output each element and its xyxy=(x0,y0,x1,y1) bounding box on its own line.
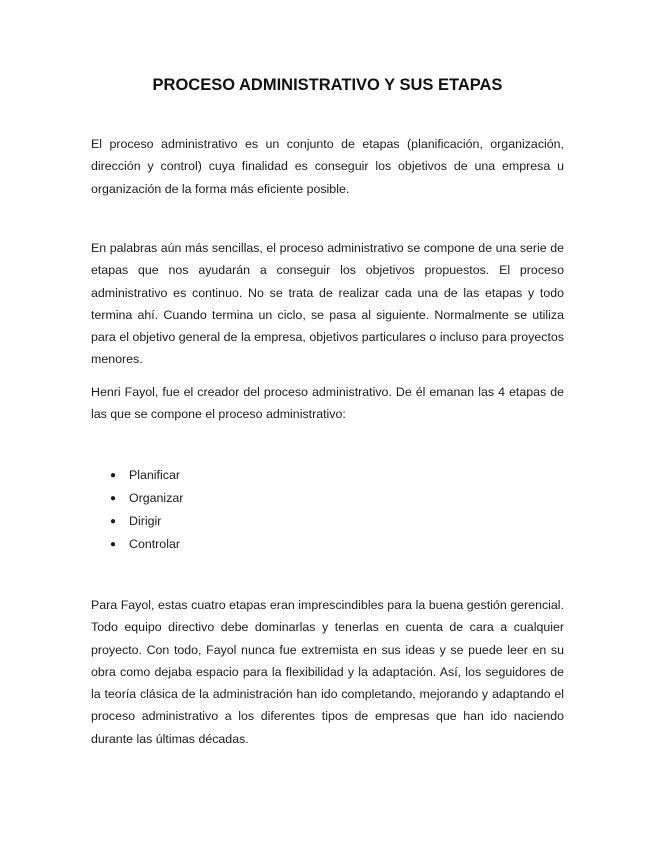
step-label: Planificar xyxy=(129,468,180,482)
bullet-icon: ● xyxy=(110,493,117,504)
step-label: Organizar xyxy=(129,491,184,505)
step-label: Controlar xyxy=(129,537,180,551)
paragraph-fayol-intro: Henri Fayol, fue el creador del proceso administrativo. De él emanan las 4 etapas de las que se compone el proceso administrativo: xyxy=(91,385,564,422)
list-item xyxy=(110,487,183,510)
list-item xyxy=(110,533,183,556)
list-item xyxy=(110,464,183,487)
steps-list xyxy=(110,464,183,556)
list-item xyxy=(110,510,183,533)
step-label: Dirigir xyxy=(129,514,162,528)
bullet-icon: ● xyxy=(110,470,117,481)
paragraph-definition: El proceso administrativo es un conjunto de etapas (planificación, organización, dirección y control) cuya finalidad es conseguir los objetivos de una empresa u organización de la forma más eficiente posible. xyxy=(91,137,564,196)
paragraph-explanation: En palabras aún más sencillas, el proceso administrativo se compone de una serie de etapas que nos ayudarán a conseguir los objetivos propuestos. El proceso administrativo es continuo. No se trata de realizar cada una de las etapas y todo termina ahí. Cuando termina un ciclo, se pasa al siguiente. Normalmente se utiliza para el objetivo general de la empresa, objetivos particulares o incluso para proyectos menores. xyxy=(91,241,564,367)
paragraph-conclusion: Para Fayol, estas cuatro etapas eran imprescindibles para la buena gestión gerencial. Todo equipo directivo debe dominarlas y tenerlas en cuenta de cara a cualquier proyecto. Con todo, Fayol nunca fue extremista en sus ideas y se puede leer en su obra como dejaba espacio para la flexibilidad y la adaptación. Así, los seguidores de la teoría clásica de la administración han ido completando, mejorando y adaptando el proceso administrativo a los diferentes tipos de empresas que han ido naciendo durante las últimas décadas. xyxy=(91,598,564,746)
bullet-icon: ● xyxy=(110,539,117,550)
document-title: PROCESO ADMINISTRATIVO Y SUS ETAPAS xyxy=(152,76,503,94)
bullet-icon: ● xyxy=(110,516,117,527)
